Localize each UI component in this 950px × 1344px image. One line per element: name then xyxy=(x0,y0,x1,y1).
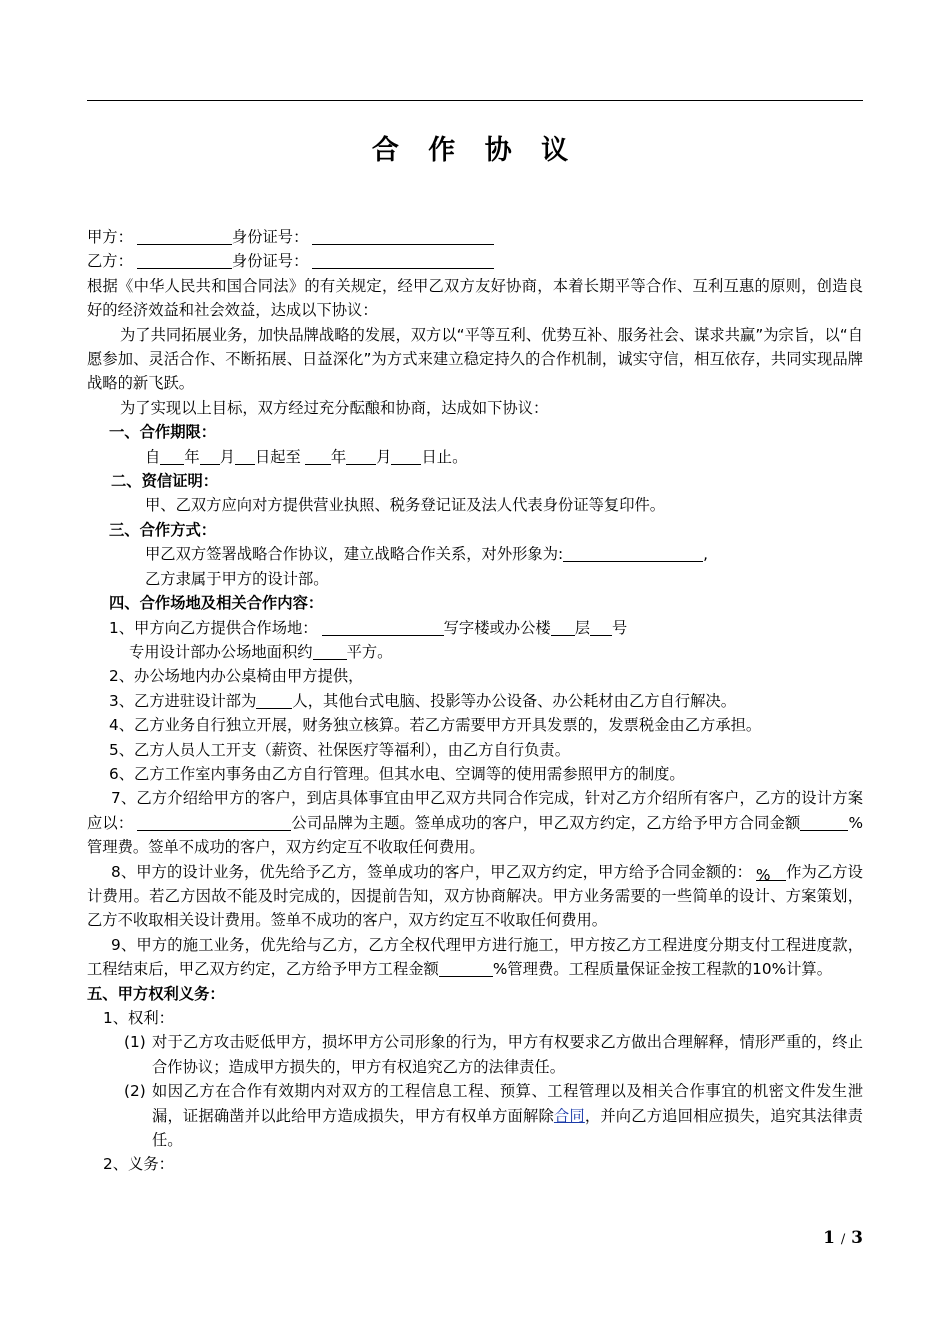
item-4-6: 6、乙方工作室内事务由乙方自行管理。但其水电、空调等的使用需参照甲方的制度。 xyxy=(109,764,685,783)
item-4-5: 5、乙方人员人工开支（薪资、社保医疗等福利），由乙方自行负责。 xyxy=(109,740,570,759)
section-3-heading: 三、合作方式： xyxy=(109,520,217,539)
end-year-blank xyxy=(305,447,331,465)
right-item-2 xyxy=(87,1079,863,1152)
duties-heading: 2、义务： xyxy=(103,1155,174,1174)
document-body xyxy=(87,225,863,1177)
item-4-1 xyxy=(87,616,863,640)
section-5-heading: 五、甲方权利义务： xyxy=(87,984,225,1003)
external-image-comma: , xyxy=(703,545,709,564)
staff-count-blank xyxy=(256,691,292,709)
page-total: 3 xyxy=(851,1228,863,1248)
section-1-heading: 一、合作期限： xyxy=(109,423,217,442)
right-item-1 xyxy=(87,1030,863,1079)
design-fee-text: 作为乙方设计费用。若乙方因故不能及时完成的，因提前告知，双方协商解决。甲方业务需要的一些简单的设计、方案策划，乙方不收取相关设计费用。签单不成功的客户，双方约定互不收取任何费用。 xyxy=(87,862,863,930)
page-separator: / xyxy=(840,1232,846,1247)
external-image-label: 甲乙双方签署战略合作协议，建立战略合作关系，对外形象为: xyxy=(145,545,564,564)
party-b-id-blank xyxy=(312,251,494,269)
management-fee-blank xyxy=(800,813,848,831)
header-rule xyxy=(87,100,863,101)
item-4-4: 4、乙方业务自行独立开展，财务独立核算。若乙方需要甲方开具发票的，发票税金由乙方承担。 xyxy=(109,716,762,735)
party-a-id-label: 身份证号： xyxy=(231,228,309,246)
design-scheme-text: 7、乙方介绍给甲方的客户，到店具体事宜由甲乙双方共同合作完成，针对乙方介绍所有客户，乙方的设计方案应以： xyxy=(87,789,863,832)
term-from-label: 自 xyxy=(145,447,161,466)
party-a-name-blank xyxy=(137,227,232,245)
staff-text: 人，其他台式电脑、投影等办公设备、办公耗材由乙方自行解决。 xyxy=(292,691,737,710)
section-4-heading: 四、合作场地及相关合作内容： xyxy=(109,594,324,613)
brand-blank xyxy=(137,813,291,831)
start-month-blank xyxy=(200,447,220,465)
document-title: 合 作 协 议 xyxy=(371,135,579,166)
cooperation-line-1 xyxy=(87,542,863,566)
item-4-3 xyxy=(87,689,863,713)
area-blank xyxy=(313,642,347,660)
section-2-heading: 二、资信证明： xyxy=(111,472,219,491)
end-month-blank xyxy=(346,447,376,465)
party-b-name-blank xyxy=(137,251,232,269)
right-2-text xyxy=(152,1079,863,1152)
contract-link[interactable]: 合同 xyxy=(553,1106,585,1125)
item-4-1-area xyxy=(87,640,863,664)
number-label: 号 xyxy=(612,618,628,637)
party-b-label: 乙方： xyxy=(87,252,133,271)
term-until-label: 日起至 xyxy=(254,447,301,466)
credit-text: 甲、乙双方应向对方提供营业执照、税务登记证及法人代表身份证等复印件。 xyxy=(145,496,666,515)
right-2-number: (2) xyxy=(124,1082,146,1101)
construction-fee-blank xyxy=(439,959,493,977)
management-fee-text: %管理费。签单不成功的客户，双方约定互不收取任何费用。 xyxy=(87,813,863,857)
party-b-id-label: 身份证号： xyxy=(231,252,309,271)
rights-heading: 1、权利： xyxy=(103,1009,174,1027)
term-end-label: 日止。 xyxy=(421,447,468,466)
party-b-line xyxy=(87,249,863,273)
right-1-text: 对于乙方攻击贬低甲方，损坏甲方公司形象的行为，甲方有权要求乙方做出合理解释，情形严重的，终止合作协议；造成甲方损失的，甲方有权追究乙方的法律责任。 xyxy=(152,1033,863,1076)
item-4-2: 2、办公场地内办公桌椅由甲方提供， xyxy=(109,667,364,686)
page-current: 1 xyxy=(823,1228,835,1248)
end-day-blank xyxy=(391,447,421,465)
venue-label: 1、甲方向乙方提供合作场地： xyxy=(109,618,318,637)
start-day-blank xyxy=(235,447,255,465)
item-4-7 xyxy=(87,786,863,859)
building-label: 写字楼或办公楼 xyxy=(443,618,551,637)
external-image-blank xyxy=(563,544,703,562)
purpose-paragraph: 为了共同拓展业务，加快品牌战略的发展，双方以“平等互利、优势互补、服务社会、谋求共赢”为宗旨，以“自愿参加、灵活合作、不断拓展、日益深化”为方式来建立稳定持久的合作机制，诚实守信，相互依存，共同实现品牌战略的新飞跃。 xyxy=(87,325,863,393)
venue-blank xyxy=(322,618,444,636)
start-year-blank xyxy=(160,447,184,465)
page-number xyxy=(823,1228,863,1248)
number-blank xyxy=(590,618,612,636)
right-1-number: (1) xyxy=(124,1033,146,1052)
goal-paragraph: 为了实现以上目标，双方经过充分酝酿和协商，达成如下协议： xyxy=(120,398,549,417)
right-2-text-b: ，并向乙方追回相应损失，追究其法律责任。 xyxy=(152,1106,863,1150)
party-a-line xyxy=(87,225,863,249)
intro-paragraph: 根据《中华人民共和国合同法》的有关规定，经甲乙双方友好协商，本着长期平等合作、互利互惠的原则，创造良好的经济效益和社会效益，达成以下协议： xyxy=(87,276,863,320)
term-line xyxy=(87,445,863,469)
construction-fee-text: %管理费。工程质量保证金按工程款的10%计算。 xyxy=(492,960,833,979)
term-month-label: 月 xyxy=(219,447,235,466)
area-label: 专用设计部办公场地面积约 xyxy=(129,642,313,661)
cooperation-line-2: 乙方隶属于甲方的设计部。 xyxy=(145,569,329,588)
term-end-month-label: 月 xyxy=(376,447,392,466)
party-a-id-blank xyxy=(312,227,494,245)
construction-text: 9、甲方的施工业务，优先给与乙方，乙方全权代理甲方进行施工，甲方按乙方工程进度分期支付工程进度款，工程结束后，甲乙双方约定，乙方给予甲方工程金额 xyxy=(87,935,863,979)
floor-label: 层 xyxy=(574,618,590,637)
item-4-9 xyxy=(87,933,863,982)
staff-label: 3、乙方进驻设计部为 xyxy=(109,691,257,710)
design-fee-blank: % xyxy=(756,863,786,881)
floor-blank xyxy=(551,618,575,636)
right-2-text-a: 如因乙方在合作有效期内对双方的工程信息工程、预算、工程管理以及相关合作事宜的机密文件发生泄漏，证据确凿并以此给甲方造成损失，甲方有权单方面解除 xyxy=(152,1082,863,1125)
design-business-text: 8、甲方的设计业务，优先给予乙方，签单成功的客户，甲乙双方约定，甲方给予合同金额的： xyxy=(111,862,752,881)
term-end-year-label: 年 xyxy=(330,447,347,466)
term-year-label: 年 xyxy=(184,447,200,466)
brand-theme-text: 公司品牌为主题。签单成功的客户，甲乙双方约定，乙方给予甲方合同金额 xyxy=(291,813,801,832)
party-a-label: 甲方： xyxy=(87,228,133,246)
item-4-8 xyxy=(87,860,863,933)
area-unit: 平方。 xyxy=(346,642,393,661)
